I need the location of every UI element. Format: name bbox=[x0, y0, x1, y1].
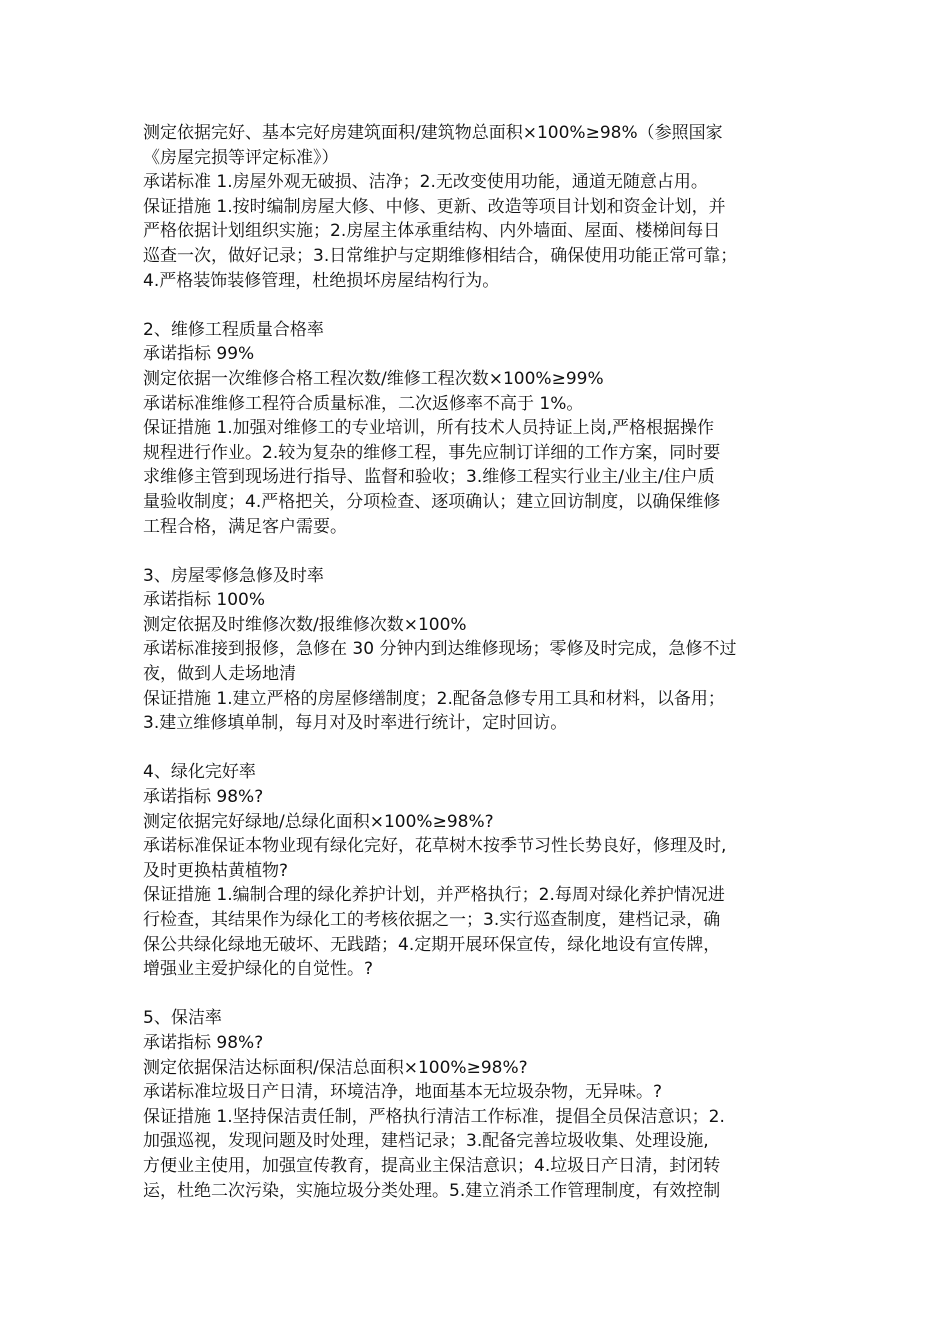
text-line: 承诺指标 98%? bbox=[143, 787, 264, 808]
spacer bbox=[143, 982, 823, 1007]
text-line: 承诺指标 98%? bbox=[143, 1032, 264, 1053]
text-line: 承诺标准 1.房屋外观无破损、洁净；2.无改变使用功能，通道无随意占用。 bbox=[143, 172, 708, 193]
text-line: 承诺标准维修工程符合质量标准，二次返修率不高于 1%。 bbox=[143, 393, 584, 414]
text-line: 4.严格装饰装修管理，杜绝损坏房屋结构行为。 bbox=[143, 270, 500, 291]
text-line: 及时更换枯黄植物? bbox=[143, 860, 289, 881]
spacer bbox=[143, 293, 823, 318]
text-line: 测定依据保洁达标面积/保洁总面积×100%≥98%? bbox=[143, 1057, 528, 1078]
text-line: 承诺指标 99% bbox=[143, 344, 255, 365]
text-line: 运，杜绝二次污染，实施垃圾分类处理。5.建立消杀工作管理制度，有效控制 bbox=[143, 1180, 721, 1201]
text-line: 加强巡视，发现问题及时处理，建档记录；3.配备完善垃圾收集、处理设施, bbox=[143, 1131, 709, 1152]
text-line: 《房屋完损等评定标准》） bbox=[143, 147, 339, 168]
text-line: 测定依据完好、基本完好房建筑面积/建筑物总面积×100%≥98%（参照国家 bbox=[143, 123, 723, 143]
text-line: 承诺标准接到报修，急修在 30 分钟内到达维修现场；零修及时完成，急修不过 bbox=[143, 639, 737, 660]
text-line: 保证措施 1.编制合理的绿化养护计划，并严格执行；2.每周对绿化养护情况进 bbox=[143, 885, 725, 906]
text-line: 保证措施 1.加强对维修工的专业培训，所有技术人员持证上岗,严格根据操作 bbox=[143, 418, 715, 439]
text-line: 承诺指标 100% bbox=[143, 590, 266, 611]
section-heading: 3、房屋零修急修及时率 bbox=[143, 565, 324, 586]
section-heading: 4、绿化完好率 bbox=[143, 762, 256, 783]
section-heading: 2、维修工程质量合格率 bbox=[143, 319, 324, 340]
section-3 bbox=[143, 564, 823, 736]
text-line: 测定依据及时维修次数/报维修次数×100% bbox=[143, 614, 467, 635]
text-line: 巡查一次，做好记录；3.日常维护与定期维修相结合，确保使用功能正常可靠； bbox=[143, 245, 738, 266]
text-line: 保公共绿化绿地无破坏、无践踏；4.定期开展环保宣传，绿化地设有宣传牌， bbox=[143, 934, 721, 955]
section-2 bbox=[143, 318, 823, 539]
spacer bbox=[143, 736, 823, 761]
text-line: 保证措施 1.建立严格的房屋修缮制度；2.配备急修专用工具和材料，以备用； bbox=[143, 688, 725, 709]
text-line: 承诺标准保证本物业现有绿化完好，花草树木按季节习性长势良好，修理及时, bbox=[143, 836, 727, 857]
text-line: 承诺标准垃圾日产日清，环境洁净，地面基本无垃圾杂物，无异味。? bbox=[143, 1082, 663, 1103]
text-line: 保证措施 1.按时编制房屋大修、中修、更新、改造等项目计划和资金计划，并 bbox=[143, 196, 726, 217]
text-line: 测定依据一次维修合格工程次数/维修工程次数×100%≥99% bbox=[143, 368, 604, 389]
text-line: 增强业主爱护绿化的自觉性。? bbox=[143, 959, 374, 980]
text-line: 保证措施 1.坚持保洁责任制，严格执行清洁工作标准，提倡全员保洁意识；2. bbox=[143, 1106, 725, 1127]
text-line: 工程合格，满足客户需要。 bbox=[143, 516, 347, 537]
text-line: 测定依据完好绿地/总绿化面积×100%≥98%? bbox=[143, 811, 494, 832]
text-line: 量验收制度；4.严格把关，分项检查、逐项确认；建立回访制度，以确保维修 bbox=[143, 491, 721, 512]
text-line: 3.建立维修填单制，每月对及时率进行统计，定时回访。 bbox=[143, 713, 568, 734]
document-page bbox=[143, 121, 823, 1203]
section-heading: 5、保洁率 bbox=[143, 1008, 222, 1029]
section-5 bbox=[143, 1006, 823, 1203]
text-line: 方便业主使用，加强宣传教育，提高业主保洁意识；4.垃圾日产日清，封闭转 bbox=[143, 1155, 721, 1176]
section-4 bbox=[143, 760, 823, 981]
text-line: 夜，做到人走场地清 bbox=[143, 664, 296, 685]
spacer bbox=[143, 539, 823, 564]
text-line: 严格依据计划组织实施；2.房屋主体承重结构、内外墙面、屋面、楼梯间每日 bbox=[143, 221, 721, 242]
text-line: 规程进行作业。2.较为复杂的维修工程，事先应制订详细的工作方案，同时要 bbox=[143, 442, 721, 463]
text-line: 行检查，其结果作为绿化工的考核依据之一；3.实行巡查制度，建档记录，确 bbox=[143, 910, 721, 930]
text-line: 求维修主管到现场进行指导、监督和验收；3.维修工程实行业主/业主/住户质 bbox=[143, 467, 715, 488]
section-1 bbox=[143, 121, 823, 293]
